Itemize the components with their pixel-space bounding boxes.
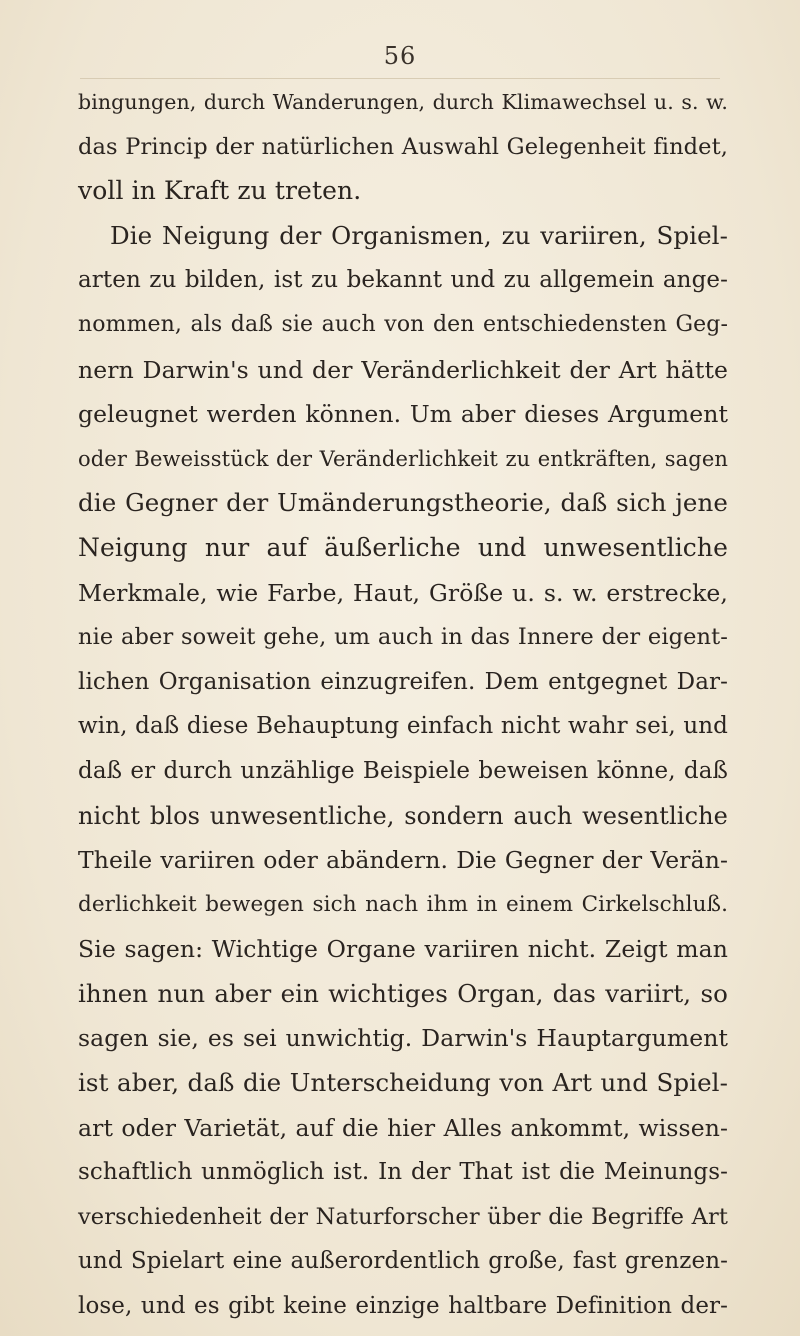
header-rule: [80, 78, 720, 79]
page-number: 56: [383, 42, 417, 70]
text-line: oder Beweisstück der Veränderlichkeit zu entkräften, sagen: [78, 446, 728, 471]
text-line: ihnen nun aber ein wichtiges Organ, das variirt, so: [78, 978, 728, 1008]
text-line: Theile variiren oder abändern. Die Gegner der Verän-: [78, 846, 728, 875]
text-line: win, daß diese Behauptung einfach nicht wahr sei, und: [78, 713, 728, 740]
text-line: sagen sie, es sei unwichtig. Darwin's Hauptargument: [78, 1024, 728, 1053]
text-line: Sie sagen: Wichtige Organe variiren nicht. Zeigt man: [78, 935, 728, 964]
text-line: nicht blos unwesentliche, sondern auch wesentliche: [78, 801, 728, 830]
text-line: voll in Kraft zu treten.: [78, 176, 362, 206]
text-line: lichen Organisation einzugreifen. Dem entgegnet Dar-: [78, 668, 728, 695]
text-line: derlichkeit bewegen sich nach ihm in einem Cirkelschluß.: [78, 891, 728, 917]
text-line: Die Neigung der Organismen, zu variiren, Spiel-: [110, 220, 728, 250]
text-line: schaftlich unmöglich ist. In der That ist die Meinungs-: [78, 1159, 728, 1186]
text-line: nern Darwin's und der Veränderlichkeit der Art hätte: [78, 355, 728, 384]
text-line: lose, und es gibt keine einzige haltbare Definition der-: [78, 1293, 728, 1320]
text-line: geleugnet werden können. Um aber dieses Argument: [78, 400, 728, 429]
text-line: bingungen, durch Wanderungen, durch Klimawechsel u. s. w.: [78, 90, 728, 114]
text-line: nie aber soweit gehe, um auch in das Innere der eigent-: [78, 624, 728, 651]
text-line: arten zu bilden, ist zu bekannt und zu allgemein ange-: [78, 267, 728, 294]
text-line: Merkmale, wie Farbe, Haut, Größe u. s. w. erstrecke,: [78, 578, 728, 607]
text-line: verschiedenheit der Naturforscher über die Begriffe Art: [78, 1203, 728, 1230]
text-line: die Gegner der Umänderungstheorie, daß sich jene: [78, 488, 728, 518]
text-line: Neigung nur auf äußerliche und unwesentliche: [78, 532, 728, 562]
body-text: [78, 80, 728, 1329]
text-line: und Spielart eine außerordentlich große, fast grenzen-: [78, 1248, 728, 1275]
text-line: daß er durch unzählige Beispiele beweisen könne, daß: [78, 757, 728, 784]
text-line: ist aber, daß die Unterscheidung von Art und Spiel-: [78, 1068, 728, 1098]
text-line: nommen, als daß sie auch von den entschiedensten Geg-: [78, 311, 728, 337]
text-line: art oder Varietät, auf die hier Alles ankommt, wissen-: [78, 1113, 728, 1142]
text-line: das Princip der natürlichen Auswahl Gelegenheit findet,: [78, 133, 728, 160]
